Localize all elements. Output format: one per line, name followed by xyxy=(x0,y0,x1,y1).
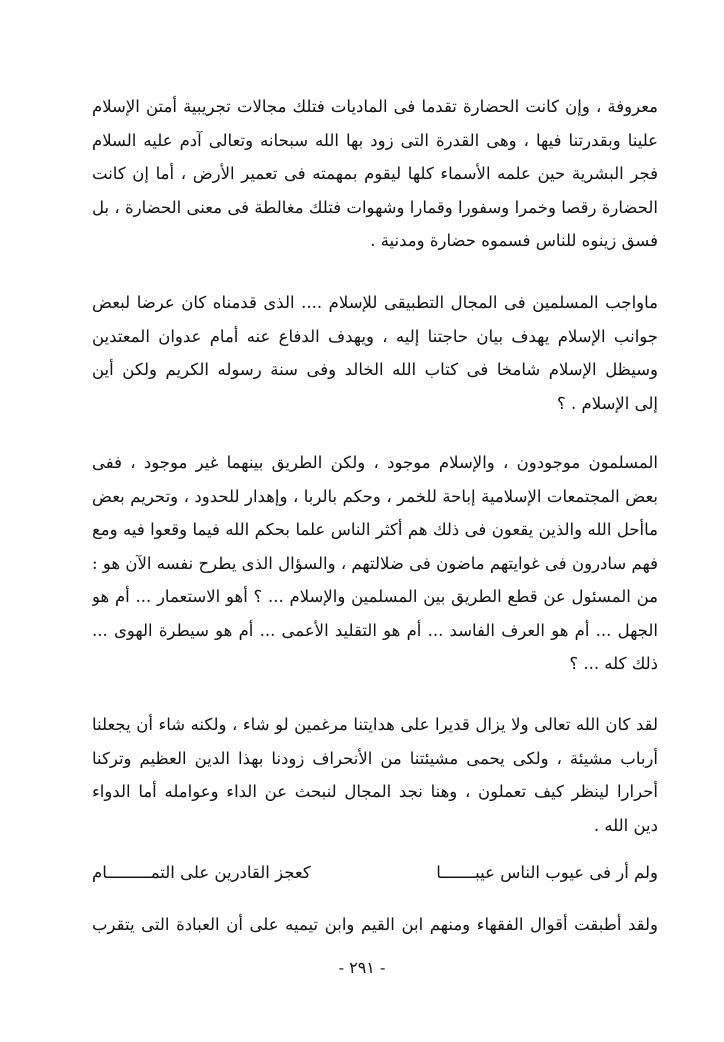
text-line: معروفة ، وإن كانت الحضارة تقدما فى الماديات فتلك مجالات تجريبية أمتن الإسلام xyxy=(92,97,658,116)
text-line: علينا وبقدرتنا فيها ، وهى القدرة التى زود بها الله سبحانه وتعالى آدم عليه السلام xyxy=(92,130,658,150)
text-line: أرباب مشيئة ، ولكى يحمى مشيئتنا من الأنحراف زودنا بهذا الدين العظيم وتركنا xyxy=(92,748,658,768)
text-line: دين الله . xyxy=(593,815,658,835)
text-line: بعض المجتمعات الإسلامية إباحة للخمر ، وحكم بالربا ، وإهدار للحدود ، وتحريم بعض xyxy=(92,486,658,506)
text-line: من المسئول عن قطع الطريق بين المسلمين والإسلام ... ؟ أهو الاستعمار ... أم هو xyxy=(92,587,658,606)
text-line: إلى الإسلام . ؟ xyxy=(557,393,658,413)
text-line: الجهل ... أم هو العرف الفاسد ... أم هو التقليد الأعمى ... أم هو سيطرة الهوى ... xyxy=(92,620,658,640)
text-line: ماأحل الله والذين يقعون فى ذلك هم أكثر الناس علما بحكم الله فيما وقعوا فيه ومع xyxy=(92,520,658,539)
paragraph-muslims-duty xyxy=(92,286,658,420)
text-line: فسق زينوه للناس فسموه حضارة ومدنية . xyxy=(370,231,658,250)
verse-second-hemistich: كعجز القادرين على التمـــــــــام xyxy=(92,863,311,882)
text-line: فهم سادرون فى غوايتهم ماضون فى ضلالتهم ، والسؤال الذى يطرح نفسه الآن هو : xyxy=(92,553,658,573)
text-line: لقد كان الله تعالى ولا يزال قديرا على هدايتنا مرغمين لو شاء ، ولكنه شاء أن يجعلنا xyxy=(92,715,658,734)
paragraph-civilization xyxy=(92,90,658,258)
paragraph-closing xyxy=(92,908,658,942)
page-number: - ٢٩١ - xyxy=(338,958,386,977)
text-line: فجر البشرية حين علمه الأسماء كلها ليقوم بمهمته فى تعمير الأرض ، أما إن كانت xyxy=(92,164,658,183)
text-line: ولقد أطبقت أقوال الفقهاء ومنهم ابن القيم وابن تيميه على أن العبادة التى يتقرب xyxy=(92,915,658,934)
poetry-verse xyxy=(92,858,658,888)
verse-first-hemistich: ولم أر فى عيوب الناس عيبـــــــا xyxy=(436,863,658,882)
text-line: وسيظل الإسلام شامخا فى كتاب الله الخالد وفى سنة رسوله الكريم ولكن أين xyxy=(92,360,658,379)
text-line: الحضارة رقصا وخمرا وسفورا وقمارا وشهوات فتلك مغالطة فى معنى الحضارة ، بل xyxy=(92,197,658,217)
text-line: أحرارا لينظر كيف تعملون ، وهنا نجد المجال لنبحث عن الداء وعوامله أما الدواء xyxy=(92,782,658,801)
paragraph-divine-will xyxy=(92,708,658,842)
text-line: ماواجب المسلمين فى المجال التطبيقى للإسلام .... الذى قدمناه كان عرضا لبعض xyxy=(92,293,658,312)
paragraph-the-path xyxy=(92,446,658,681)
text-line: جوانب الإسلام يهدف بيان حاجتنا إليه ، ويهدف الدفاع عنه أمام عدوان المعتدين xyxy=(92,326,658,346)
text-line: المسلمون موجودون ، والإسلام موجود ، ولكن الطريق بينهما غير موجود ، ففى xyxy=(92,453,658,472)
text-line: ذلك كله ... ؟ xyxy=(569,654,658,673)
